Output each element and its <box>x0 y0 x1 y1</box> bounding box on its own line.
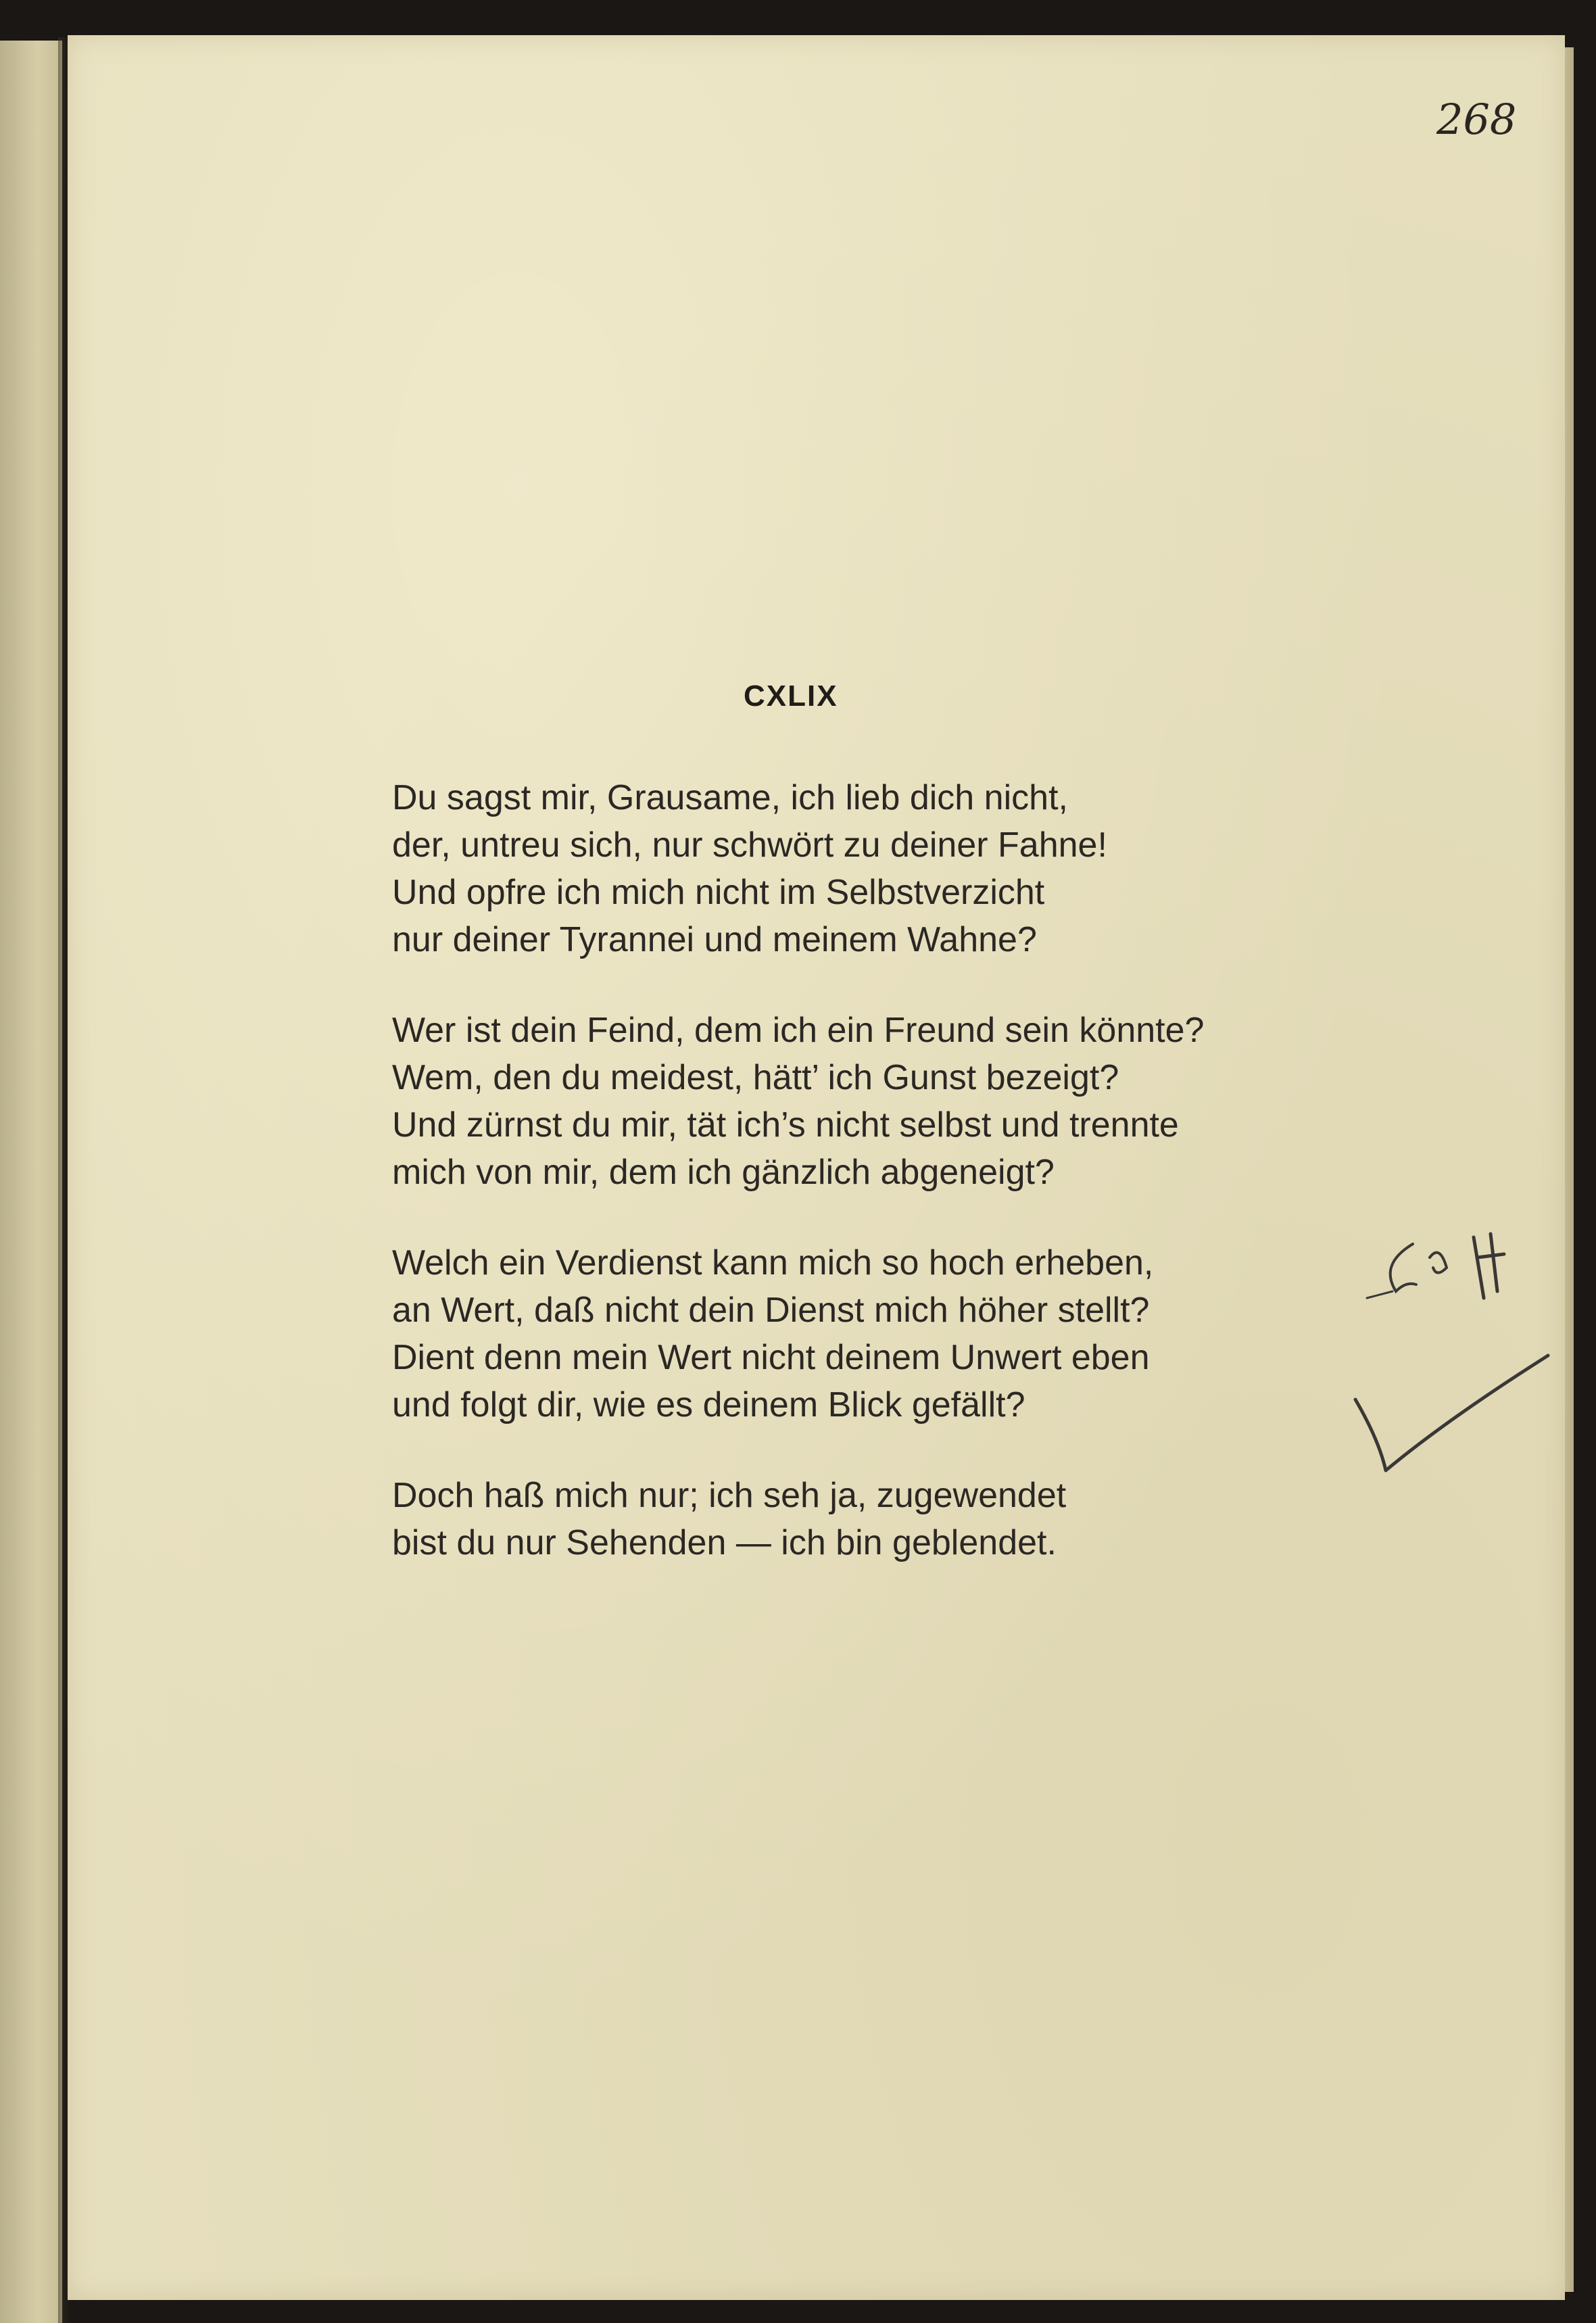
poem-body <box>392 774 1352 1585</box>
poem-line: an Wert, daß nicht dein Dienst mich höher stellt? <box>392 1291 1150 1330</box>
poem-line: der, untreu sich, nur schwört zu deiner Fahne! <box>392 825 1107 865</box>
poem-line: Du sagst mir, Grausame, ich lieb dich nicht, <box>392 778 1068 817</box>
poem-line: Dient denn mein Wert nicht deinem Unwert eben <box>392 1338 1150 1377</box>
poem-heading: CXLIX <box>744 679 838 713</box>
poem-line: Wem, den du meidest, hätt’ ich Gunst bezeigt? <box>392 1058 1119 1097</box>
poem-line: und folgt dir, wie es deinem Blick gefällt? <box>392 1385 1025 1424</box>
poem-line: Welch ein Verdienst kann mich so hoch erheben, <box>392 1243 1154 1283</box>
stanza-3 <box>392 1239 1352 1429</box>
poem-line: bist du nur Sehenden — ich bin geblendet. <box>392 1523 1057 1562</box>
poem-line: Und zürnst du mir, tät ich’s nicht selbst und trennte <box>392 1105 1179 1145</box>
pencil-check-mark-icon <box>1352 1345 1555 1487</box>
stanza-1 <box>392 774 1352 963</box>
poem-line: Doch haß mich nur; ich seh ja, zugewendet <box>392 1476 1067 1515</box>
poem-line: nur deiner Tyrannei und meinem Wahne? <box>392 920 1037 959</box>
stanza-4 <box>392 1472 1352 1566</box>
page-number: 268 <box>1436 95 1517 144</box>
poem-line: Und opfre ich mich nicht im Selbstverzicht <box>392 873 1045 912</box>
poem-line: mich von mir, dem ich gänzlich abgeneigt? <box>392 1153 1055 1192</box>
facing-page-edge <box>0 41 62 2323</box>
poem-line: Wer ist dein Feind, dem ich ein Freund sein könnte? <box>392 1011 1205 1050</box>
pencil-margin-scribble-icon <box>1365 1217 1555 1325</box>
stanza-2 <box>392 1007 1352 1196</box>
